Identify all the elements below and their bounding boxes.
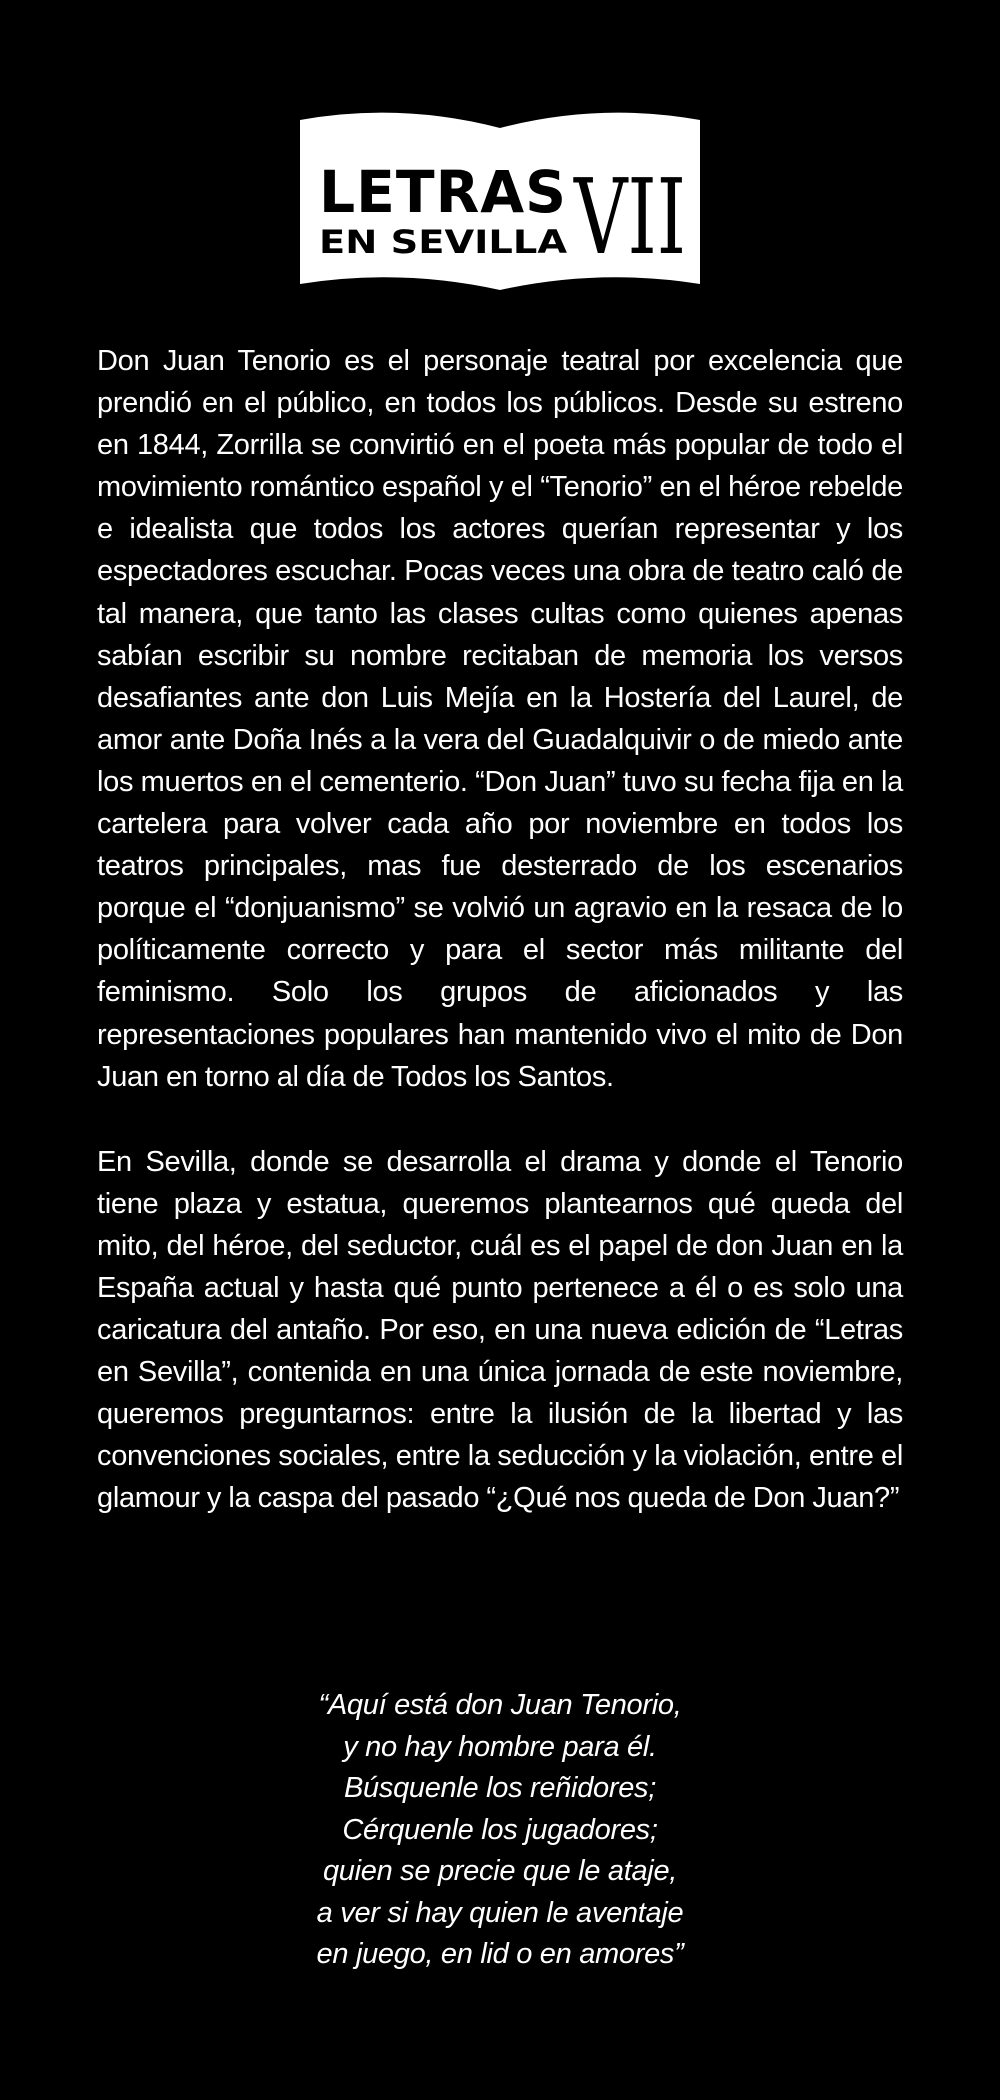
logo-subtitle: EN SEVILLA [319, 223, 568, 261]
quote-line: quien se precie que le ataje, [322, 1855, 678, 1887]
logo-title: LETRAS [319, 158, 567, 226]
quote-line: en juego, en lid o en amores” [316, 1938, 684, 1970]
quote-line: “Aquí está don Juan Tenorio, [318, 1689, 682, 1721]
paragraph-don-juan-history: Don Juan Tenorio es el personaje teatral por excelencia que prendió en el público, en todos los públicos. Desde su estreno en 1844, Zorrilla se convirtió en el poeta más popular de todo el movimiento romántico español y el “Tenorio” en el héroe rebelde e idealista que todos los actores querían representar y los espectadores escuchar. Pocas veces una obra de teatro caló de tal manera, que tanto las clases cultas como quienes apenas sabían escribir su nombre recitaban de memoria los versos desafiantes ante don Luis Mejía en la Hostería del Laurel, de amor ante Doña Inés a la vera del Guadalquivir o de miedo ante los muertos en el cementerio. “Don Juan” tuvo su fecha fija en la cartelera para volver cada año por noviembre en todos los teatros principales, mas fue desterrado de los escenarios porque el “donjuanismo” se volvió un agravio en la resaca de lo políticamente correcto y para el sector más militante del feminismo. Solo los grupos de aficionados y las representaciones populares han mantenido vivo el mito de Don Juan en torno al día de Todos los Santos. [97, 345, 903, 1093]
quote-line: Cérquenle los jugadores; [342, 1813, 658, 1846]
tenorio-verse-quote [200, 1685, 800, 1976]
letras-en-sevilla-logo [300, 108, 700, 290]
quote-line: y no hay hombre para él. [343, 1730, 657, 1763]
logo-edition-numeral: VII [572, 156, 686, 278]
quote-line: a ver si hay quien le aventaje [316, 1896, 684, 1929]
intro-text [97, 340, 903, 1520]
open-book-icon [300, 108, 700, 290]
quote-line: Búsquenle los reñidores; [344, 1772, 656, 1804]
paragraph-sevilla-edition: En Sevilla, donde se desarrolla el drama y donde el Tenorio tiene plaza y estatua, queremos plantearnos qué queda del mito, del héroe, del seductor, cuál es el papel de don Juan en la España actual y hasta qué punto pertenece a él o es solo una caricatura del antaño. Por eso, en una nueva edición de “Letras en Sevilla”, contenida en una única jornada de este noviembre, queremos preguntarnos: entre la ilusión de la libertad y las convenciones sociales, entre la seducción y la violación, entre el glamour y la caspa del pasado “¿Qué nos queda de Don Juan?” [97, 1145, 903, 1515]
